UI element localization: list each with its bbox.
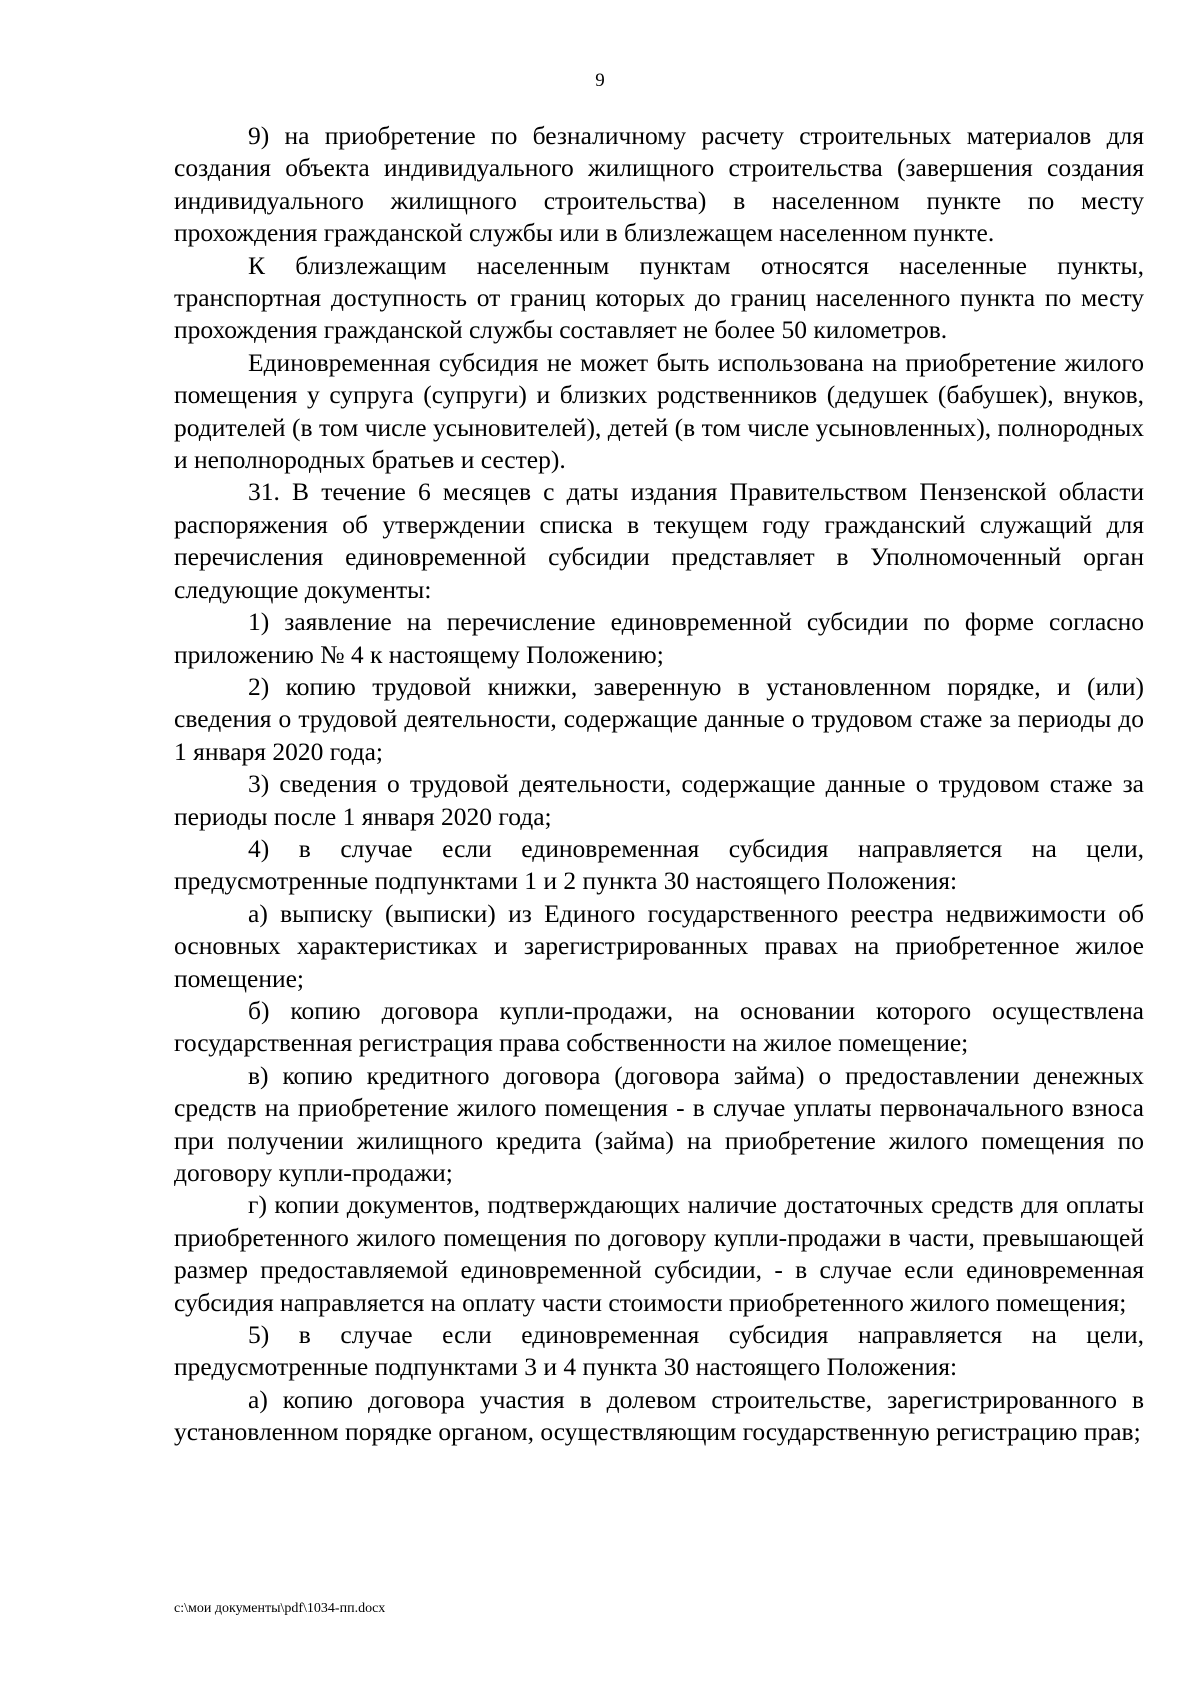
paragraph-doc-4v: в) копию кредитного договора (договора займа) о предоставлении денежных средств на приобретение жилого помещения - в случае уплаты первоначального взноса при получении жилищного кредита (займа) на приобретение жилого помещения по договору купли-продажи; [174, 1060, 1144, 1187]
paragraph-clause-31: 31. В течение 6 месяцев с даты издания Правительством Пензенской области распоряжения об утверждении списка в текущем году гражданский служащий для перечисления единовременной субсидии представляет в Уполномоченный орган следующие документы: [174, 477, 1144, 604]
paragraph-doc-3: 3) сведения о трудовой деятельности, содержащие данные о трудовом стаже за периоды после 1 января 2020 года; [174, 769, 1144, 831]
paragraph-doc-4b: б) копию договора купли-продажи, на основании которого осуществлена государственная регистрация права собственности на жилое помещение; [174, 995, 1144, 1058]
paragraph-doc-4a: а) выписку (выписки) из Единого государственного реестра недвижимости об основных характеристиках и зарегистрированных правах на приобретенное жилое помещение; [174, 898, 1144, 993]
footer-file-path: c:\мои документы\pdf\1034-пп.docx [174, 1601, 386, 1616]
paragraph-doc-4: 4) в случае если единовременная субсидия направляется на цели, предусмотренные подпунктами 1 и 2 пункта 30 настоящего Положения: [174, 833, 1144, 896]
paragraph-item-9: 9) на приобретение по безналичному расчету строительных материалов для создания объекта индивидуального жилищного строительства (завершения создания индивидуального жилищного строительства) в населенном пункте по месту прохождения гражданской службы или в близлежащем населенном пункте. [174, 121, 1144, 248]
page-number: 9 [595, 70, 605, 91]
paragraph-nearby-settlements: К близлежащим населенным пунктам относятся населенные пункты, транспортная доступность от границ которых до границ населенного пункта по месту прохождения гражданской службы составляет не более 50 километров. [174, 250, 1144, 345]
paragraph-doc-2: 2) копию трудовой книжки, заверенную в установленном порядке, и (или) сведения о трудовой деятельности, содержащие данные о трудовом стаже за периоды до 1 января 2020 года; [174, 671, 1144, 766]
paragraph-doc-5: 5) в случае если единовременная субсидия направляется на цели, предусмотренные подпунктами 3 и 4 пункта 30 настоящего Положения: [174, 1320, 1144, 1382]
document-body [174, 120, 1144, 1449]
paragraph-subsidy-restriction: Единовременная субсидия не может быть использована на приобретение жилого помещения у супруга (супруги) и близких родственников (дедушек (бабушек), внуков, родителей (в том числе усыновителей), детей (в том числе усыновленных), полнородных и неполнородных братьев и сестер). [174, 347, 1144, 475]
paragraph-doc-1: 1) заявление на перечисление единовременной субсидии по форме согласно приложению № 4 к настоящему Положению; [174, 607, 1144, 669]
paragraph-doc-5a: а) копию договора участия в долевом строительстве, зарегистрированного в установленном порядке органом, осуществляющим государственную регистрацию прав; [174, 1384, 1144, 1447]
paragraph-doc-4g: г) копии документов, подтверждающих наличие достаточных средств для оплаты приобретенного жилого помещения по договору купли-продажи в части, превышающей размер предоставляемой единовременной субсидии, - в случае если единовременная субсидия направляется на оплату части стоимости приобретенного жилого помещения; [174, 1190, 1144, 1317]
